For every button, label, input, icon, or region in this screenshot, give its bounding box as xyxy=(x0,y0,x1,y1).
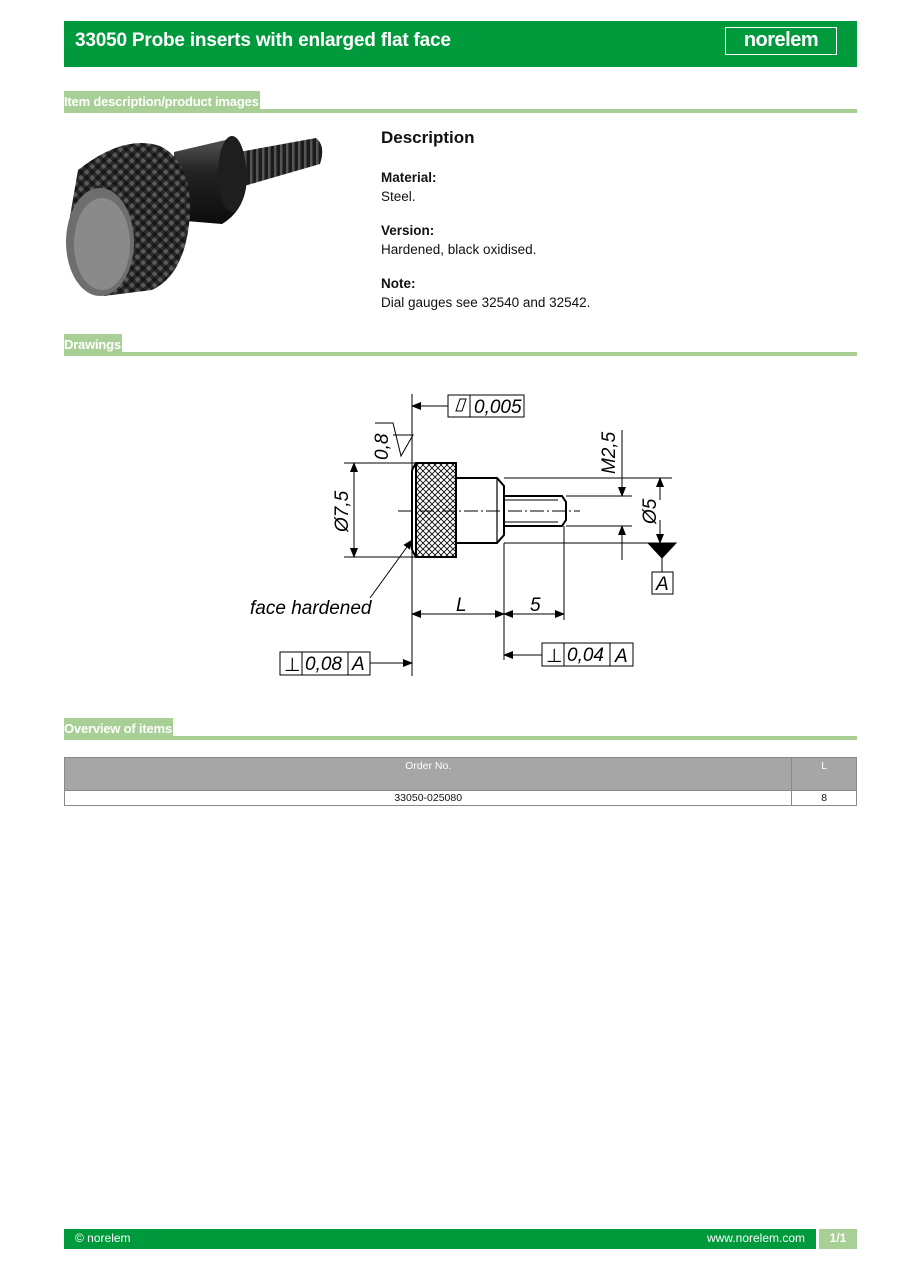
page-number: 1/1 xyxy=(819,1229,857,1249)
perp-1-datum: A xyxy=(352,654,365,675)
material-label: Material: xyxy=(381,170,437,185)
table-row xyxy=(65,791,857,806)
material-value: Steel. xyxy=(381,189,416,204)
column-header-l: L xyxy=(792,758,857,791)
norelem-logo xyxy=(725,27,837,55)
section-overview xyxy=(64,718,857,740)
perpendicularity-symbol: ⊥ xyxy=(284,655,301,676)
flatness-value: 0,005 xyxy=(474,397,522,418)
perp-1-value: 0,08 xyxy=(305,654,342,675)
page-footer xyxy=(64,1229,857,1249)
datum-label: A xyxy=(656,574,669,595)
note-label: Note: xyxy=(381,276,416,291)
section-drawings xyxy=(64,334,857,356)
page-header xyxy=(64,21,857,67)
version-value: Hardened, black oxidised. xyxy=(381,242,537,257)
face-hardened-label: face hardened xyxy=(250,598,372,619)
product-image xyxy=(64,124,324,298)
section-label: Drawings xyxy=(64,334,122,356)
copyright-text: © norelem xyxy=(75,1231,131,1245)
perp-2-datum: A xyxy=(615,646,628,667)
diameter-small-label: Ø5 xyxy=(640,498,661,524)
website-link[interactable]: www.norelem.com xyxy=(706,1231,805,1245)
order-no-cell[interactable]: 33050-025080 xyxy=(65,791,792,806)
roughness-value: 0,8 xyxy=(372,433,393,460)
page-title: 33050 Probe inserts with enlarged flat face xyxy=(75,30,451,51)
perp-2-value: 0,04 xyxy=(567,645,604,666)
column-header-order-no: Order No. xyxy=(65,758,792,791)
items-table xyxy=(64,757,857,806)
section-label: Overview of items xyxy=(64,718,173,740)
dim-5-label: 5 xyxy=(530,595,541,616)
logo-text: norelem xyxy=(743,29,819,51)
diameter-large-label: Ø7,5 xyxy=(332,490,353,532)
technical-drawing xyxy=(240,380,700,690)
dim-l-label: L xyxy=(456,595,467,616)
section-label: Item description/product images xyxy=(64,91,260,113)
section-item-description xyxy=(64,91,857,113)
description-heading: Description xyxy=(381,128,475,147)
l-cell: 8 xyxy=(792,791,857,806)
table-header-row xyxy=(65,758,857,791)
perpendicularity-symbol: ⊥ xyxy=(546,646,563,667)
version-label: Version: xyxy=(381,223,435,238)
thread-label: M2,5 xyxy=(599,431,620,474)
note-value: Dial gauges see 32540 and 32542. xyxy=(381,295,591,310)
